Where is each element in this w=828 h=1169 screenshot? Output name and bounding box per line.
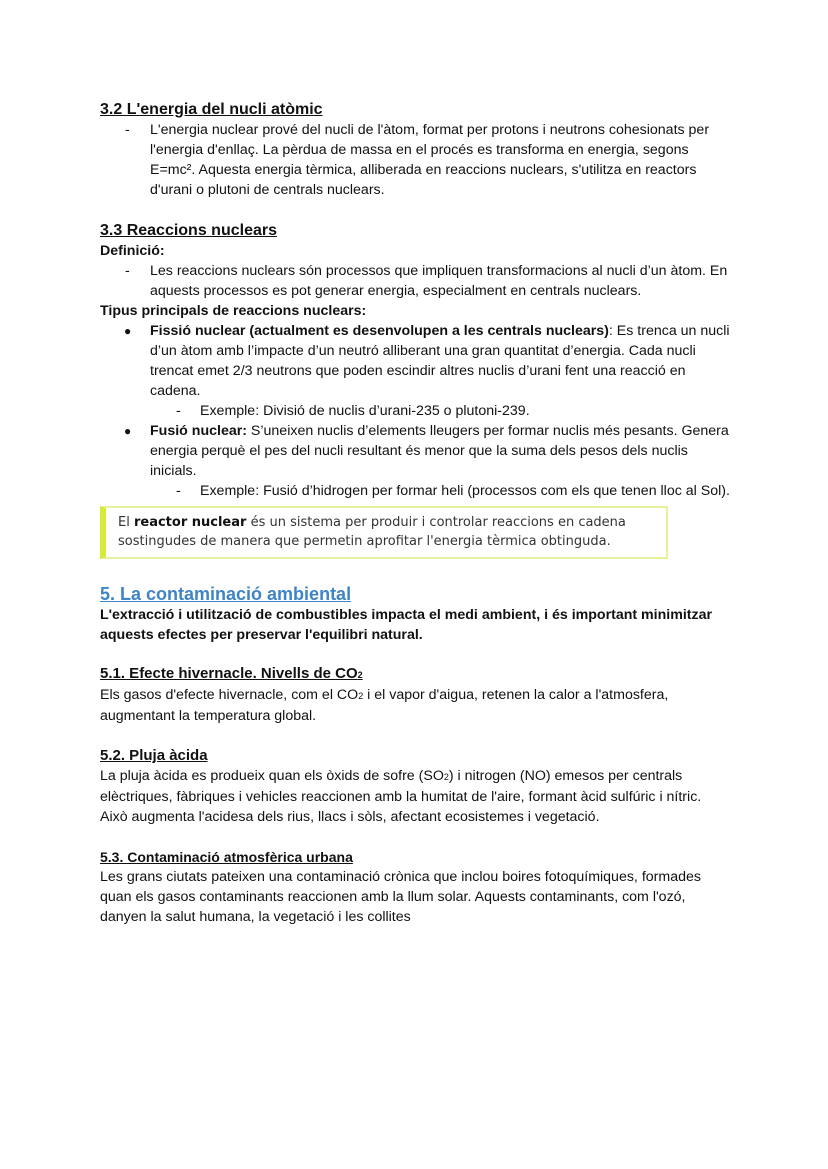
fusion-text: S’uneixen nuclis d’elements lleugers per formar nuclis més pesants. Genera energia perquè el pes del nucli resultant és menor que la suma dels pesos dels nuclis inicials.	[150, 423, 729, 479]
section-5-2-text-end: ) i nitrogen (NO) emesos per centrals elèctriques, fàbriques i vehicles reaccionen amb la humitat de l'aire, formant àcid sulfúric i nítric. Això augmenta l'acidesa dels rius, llacs i sòls, afectant ecosistemes i vegetació.	[100, 768, 702, 825]
fission-bullet	[100, 321, 730, 401]
section-5-2-heading: 5.2. Pluja àcida	[100, 747, 208, 764]
section-5-2-text	[100, 766, 730, 827]
definition-label: Definició:	[100, 243, 165, 259]
note-term: reactor nuclear	[133, 515, 247, 530]
fusion-example: - Exemple: Fusió d’hidrogen per formar heli (processos com els que tenen lloc al Sol).	[100, 481, 730, 501]
section-5-3-text: Les grans ciutats pateixen una contaminació crònica que inclou boires fotoquímiques, formades quan els gasos contaminants reaccionen amb la llum solar. Aquests contaminants, com l'ozó, danyen la salut humana, la vegetació i les collites	[100, 869, 701, 925]
types-label: Tipus principals de reaccions nuclears:	[100, 303, 367, 319]
section-5-heading[interactable]: 5. La contaminació ambiental	[100, 584, 352, 604]
section-3-3-heading: 3.3 Reaccions nuclears	[100, 222, 277, 239]
definition-text: - Les reaccions nuclears són processos que impliquen transformacions al nucli d’un àtom. En aquests processos es pot generar energia, especialment en centrals nuclears.	[100, 261, 730, 301]
section-5-1-text	[100, 685, 730, 726]
section-5-1-heading	[100, 664, 730, 685]
section-5-3-heading: 5.3. Contaminació atmosfèrica urbana	[100, 849, 353, 865]
section-3-2-text: - L'energia nuclear prové del nucli de l'àtom, format per protons i neutrons cohesionats per l'energia d'enllaç. La pèrdua de massa en el procés es transforma en energia, segons E=mc². Aquesta energia tèrmica, alliberada en reaccions nuclears, s'utilitza en reactors d'urani o plutoni de centrals nuclears.	[100, 120, 730, 200]
note-text-start: El	[118, 515, 134, 530]
section-3-2-heading: 3.2 L'energia del nucli atòmic	[100, 101, 323, 118]
fusion-title: Fusió nuclear:	[150, 423, 247, 439]
document-page	[100, 100, 730, 927]
note-text-end: és un sistema per produir i controlar reaccions en cadena sostingudes de manera que permetin aprofitar l'energia tèrmica obtinguda.	[118, 515, 626, 549]
section-5-1-heading-subscript: 2	[357, 670, 363, 680]
section-5-2-text-start: La pluja àcida es produeix quan els òxids de sofre (SO	[100, 768, 444, 784]
reactor-note-callout	[100, 506, 668, 559]
section-5-intro: L'extracció i utilització de combustibles impacta el medi ambient, i és important minimitzar aquests efectes per preservar l'equilibri natural.	[100, 607, 713, 643]
fission-title: Fissió nuclear (actualment es desenvolupen a les centrals nuclears)	[150, 323, 609, 339]
section-5-2-subscript: 2	[443, 772, 449, 782]
fission-example: - Exemple: Divisió de nuclis d’urani-235 o plutoni-239.	[100, 401, 730, 421]
section-5-1-text-start: Els gasos d'efecte hivernacle, com el CO	[100, 687, 359, 703]
section-5-1-subscript: 2	[358, 691, 364, 701]
section-5-1-text-end: i el vapor d'aigua, retenen la calor a l'atmosfera, augmentant la temperatura global.	[100, 687, 669, 724]
fission-text: : Es trenca un nucli d’un àtom amb l’impacte d’un neutró alliberant una gran quantitat d’energia. Cada nucli trencat emet 2/3 neutrons que poden escindir altres nuclis d’urani fent una reacció en cadena.	[150, 323, 730, 399]
fusion-bullet	[100, 421, 730, 481]
section-5-1-heading-text: 5.1. Efecte hivernacle. Nivells de CO	[100, 665, 358, 682]
